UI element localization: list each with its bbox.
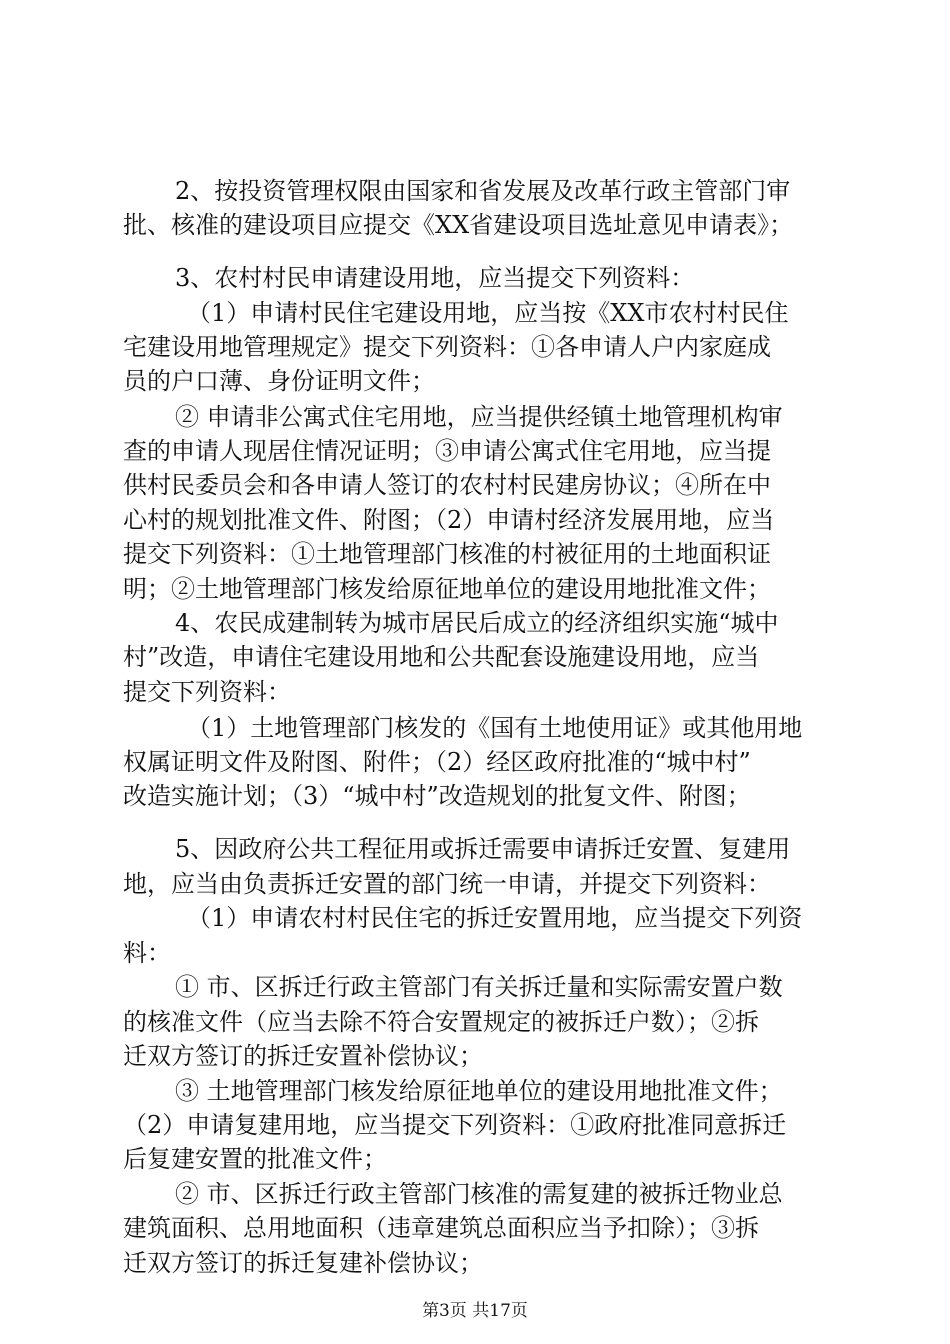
text-line: 村”改造，申请住宅建设用地和公共配套设施建设用地，应当 [123,643,760,671]
text-line: （2）申请复建用地，应当提交下列资料：①政府批准同意拆迁 [123,1111,787,1139]
text-line: ② 市、区拆迁行政主管部门核准的需复建的被拆迁物业总 [175,1180,783,1208]
text-line: 地，应当由负责拆迁安置的部门统一申请，并提交下列资料： [123,870,771,898]
text-line: 提交下列资料： [123,678,291,706]
text-line: 明；②土地管理部门核发给原征地单位的建设用地批准文件； [123,575,771,603]
text-line: 2、按投资管理权限由国家和省发展及改革行政主管部门审 [175,177,791,205]
text-line: （1）土地管理部门核发的《国有土地使用证》或其他用地 [187,714,803,742]
text-line: ① 市、区拆迁行政主管部门有关拆迁量和实际需安置户数 [175,973,783,1001]
text-line: 宅建设用地管理规定》提交下列资料：①各申请人户内家庭成 [123,333,771,361]
text-line: 后复建安置的批准文件； [123,1145,387,1173]
text-line: 提交下列资料：①土地管理部门核准的村被征用的土地面积证 [123,540,771,568]
text-line: 批、核准的建设项目应提交《XX省建设项目选址意见申请表》； [123,211,794,239]
text-line: 4、农民成建制转为城市居民后成立的经济组织实施“城中 [175,609,779,637]
text-line: 心村的规划批准文件、附图；（2）申请村经济发展用地，应当 [123,506,775,534]
text-line: ③ 土地管理部门核发给原征地单位的建设用地批准文件； [175,1077,783,1105]
text-line: 改造实施计划；（3）“城中村”改造规划的批复文件、附图； [123,782,751,810]
page-number-footer: 第3页 共17页 [422,1301,528,1321]
text-line: 3、农村村民申请建设用地，应当提交下列资料： [175,264,695,292]
text-line: 料： [123,939,171,967]
text-line: ② 申请非公寓式住宅用地，应当提供经镇土地管理机构审 [175,403,783,431]
text-line: 5、因政府公共工程征用或拆迁需要申请拆迁安置、复建用 [175,835,791,863]
text-line: 供村民委员会和各申请人签订的农村村民建房协议；④所在中 [123,471,771,499]
text-line: （1）申请村民住宅建设用地，应当按《XX市农村村民住 [187,299,789,327]
text-line: 迁双方签订的拆迁安置补偿协议； [123,1042,483,1070]
text-line: （1）申请农村村民住宅的拆迁安置用地，应当提交下列资 [187,904,803,932]
text-line: 迁双方签订的拆迁复建补偿协议； [123,1249,483,1277]
text-line: 权属证明文件及附图、附件；（2）经区政府批准的“城中村” [123,748,751,776]
text-line: 员的户口薄、身份证明文件； [123,367,435,395]
text-line: 查的申请人现居住情况证明；③申请公寓式住宅用地，应当提 [123,437,771,465]
text-line: 建筑面积、总用地面积（违章建筑总面积应当予扣除）；③拆 [123,1214,759,1242]
text-line: 的核准文件（应当去除不符合安置规定的被拆迁户数）；②拆 [123,1008,759,1036]
